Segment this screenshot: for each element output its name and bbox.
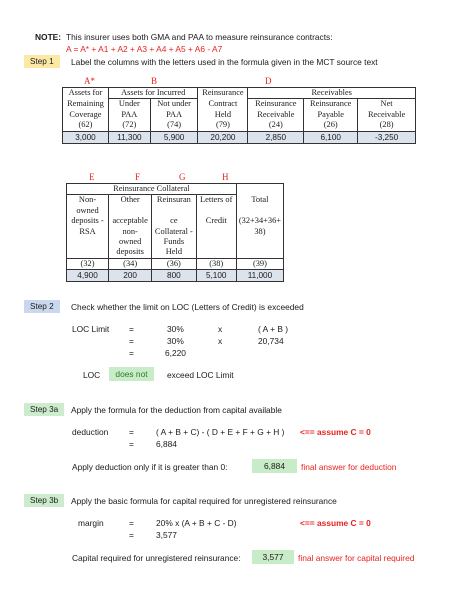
group-receivables: Receivables xyxy=(248,88,416,99)
assume-c-zero: <== assume C = 0 xyxy=(300,518,371,528)
letter-d: D xyxy=(265,76,272,86)
times-sign: x xyxy=(218,336,223,346)
deduction-result: 6,884 xyxy=(156,439,177,449)
col-total-l4 xyxy=(236,237,283,247)
step-2-label: Step 2 xyxy=(24,300,60,313)
code-38: (38) xyxy=(196,258,236,269)
value-39: 11,000 xyxy=(236,270,283,282)
col-net-receivable-l1: Net xyxy=(358,99,416,110)
note-text: This insurer uses both GMA and PAA to measure reinsurance contracts: xyxy=(66,32,333,42)
eq-sign: = xyxy=(129,324,134,334)
col-reins-receivable-l2: Receivable xyxy=(248,110,304,120)
col-net-receivable-l2: Receivable xyxy=(358,110,416,120)
step-1-label: Step 1 xyxy=(24,55,60,68)
value-72: 11,300 xyxy=(108,131,150,143)
col-total-l0 xyxy=(236,184,283,195)
margin-formula: 20% x (A + B + C - D) xyxy=(156,518,237,528)
step-3a-text: Apply the formula for the deduction from capital available xyxy=(71,405,282,415)
margin-label: margin xyxy=(78,518,104,528)
group-assets-incurred: Assets for Incurred xyxy=(108,88,198,99)
code-39: (39) xyxy=(236,258,283,269)
step-3a-label: Step 3a xyxy=(24,403,64,416)
code-24: (24) xyxy=(248,120,304,131)
letter-b: B xyxy=(151,76,158,86)
col-not-under-paa-l1: Not under xyxy=(150,99,198,110)
loc-pct-2: 30% xyxy=(167,336,184,346)
step-2-text: Check whether the limit on LOC (Letters of Credit) is exceeded xyxy=(71,302,304,312)
eq-sign: = xyxy=(129,518,134,528)
col-not-under-paa-l2: PAA xyxy=(150,110,198,120)
col-total-l3: 38) xyxy=(236,227,283,237)
code-28: (28) xyxy=(358,120,416,131)
letter-g: G xyxy=(179,172,186,182)
col-other-acceptable-l1: Other xyxy=(109,195,152,216)
col-funds-held-l1: Reinsuran xyxy=(152,195,196,216)
col-letters-credit-l4 xyxy=(196,237,236,247)
col-under-paa-l1: Under xyxy=(108,99,150,110)
value-32: 4,900 xyxy=(67,270,109,282)
loc-limit-label: LOC Limit xyxy=(72,324,110,334)
col-contract-held-l1: Reinsurance xyxy=(198,88,248,99)
deduction-final-text: final answer for deduction xyxy=(301,462,397,472)
col-letters-credit-l3 xyxy=(196,227,236,237)
loc-amount: 20,734 xyxy=(258,336,284,346)
loc-limit-result: 6,220 xyxy=(165,348,186,358)
times-sign: x xyxy=(218,324,223,334)
col-non-owned-l5 xyxy=(67,247,109,258)
deduction-final-value: 6,884 xyxy=(252,459,297,473)
col-other-acceptable-l3: non- xyxy=(109,227,152,237)
deduction-formula: ( A + B + C) - ( D + E + F + G + H ) xyxy=(156,427,285,437)
apply-deduction-text: Apply deduction only if it is greater than 0: xyxy=(72,462,228,472)
assume-c-zero: <== assume C = 0 xyxy=(300,427,371,437)
col-funds-held-l2: ce xyxy=(152,216,196,226)
col-funds-held-l3: Collateral - xyxy=(152,227,196,237)
eq-sign: = xyxy=(129,439,134,449)
capital-final-text: final answer for capital required xyxy=(298,553,415,563)
col-total-l5 xyxy=(236,247,283,258)
exceed-text: exceed LOC Limit xyxy=(167,370,234,380)
eq-sign: = xyxy=(129,336,134,346)
col-contract-held-l2: Contract xyxy=(198,99,248,110)
col-total-l1: Total xyxy=(236,195,283,216)
col-other-acceptable-l5: deposits xyxy=(109,247,152,258)
value-34: 200 xyxy=(109,270,152,282)
note-formula: A = A* + A1 + A2 + A3 + A4 + A5 + A6 - A7 xyxy=(66,44,223,54)
col-letters-credit-l1: Letters of xyxy=(196,195,236,216)
code-36: (36) xyxy=(152,258,196,269)
col-funds-held-l5: Held xyxy=(152,247,196,258)
value-26: 6,100 xyxy=(304,131,358,143)
value-28: -3,250 xyxy=(358,131,416,143)
loc-pct-1: 30% xyxy=(167,324,184,334)
eq-sign: = xyxy=(129,530,134,540)
eq-sign: = xyxy=(129,348,134,358)
col-assets-remaining-l3: Coverage xyxy=(63,110,109,120)
deduction-label: deduction xyxy=(72,427,109,437)
col-letters-credit-l5 xyxy=(196,247,236,258)
capital-final-value: 3,577 xyxy=(252,550,294,564)
margin-result: 3,577 xyxy=(156,530,177,540)
code-72: (72) xyxy=(108,120,150,131)
step-1-text: Label the columns with the letters used in the formula given in the MCT source text xyxy=(71,57,378,67)
col-other-acceptable-l2: acceptable xyxy=(109,216,152,226)
col-letters-credit-l2: Credit xyxy=(196,216,236,226)
assets-table xyxy=(62,87,416,144)
eq-sign: = xyxy=(129,427,134,437)
col-non-owned-l1: Non-owned xyxy=(67,195,109,216)
does-not-badge: does not xyxy=(109,367,154,381)
col-total-l2: (32+34+36+ xyxy=(236,216,283,226)
col-assets-remaining-l1: Assets for xyxy=(63,88,109,99)
value-79: 20,200 xyxy=(198,131,248,143)
letter-h: H xyxy=(222,172,229,182)
loc-label: LOC xyxy=(83,370,101,380)
code-79: (79) xyxy=(198,120,248,131)
note-label: NOTE: xyxy=(35,32,62,42)
code-74: (74) xyxy=(150,120,198,131)
col-non-owned-l4 xyxy=(67,237,109,247)
loc-expr: ( A + B ) xyxy=(258,324,289,334)
code-62: (62) xyxy=(63,120,109,131)
col-funds-held-l4: Funds xyxy=(152,237,196,247)
letter-e: E xyxy=(89,172,95,182)
col-assets-remaining-l2: Remaining xyxy=(63,99,109,110)
value-74: 5,900 xyxy=(150,131,198,143)
letter-a-star: A* xyxy=(84,76,95,86)
col-under-paa-l2: PAA xyxy=(108,110,150,120)
letter-f: F xyxy=(135,172,141,182)
col-reins-payable-l2: Payable xyxy=(304,110,358,120)
group-reinsurance-collateral: Reinsurance Collateral xyxy=(67,184,237,195)
value-62: 3,000 xyxy=(63,131,109,143)
col-contract-held-l3: Held xyxy=(198,110,248,120)
col-non-owned-l2: deposits - xyxy=(67,216,109,226)
code-26: (26) xyxy=(304,120,358,131)
col-reins-receivable-l1: Reinsurance xyxy=(248,99,304,110)
step-3b-label: Step 3b xyxy=(24,494,64,507)
capital-required-text: Capital required for unregistered reinsurance: xyxy=(72,553,241,563)
code-32: (32) xyxy=(67,258,109,269)
value-36: 800 xyxy=(152,270,196,282)
value-24: 2,850 xyxy=(248,131,304,143)
value-38: 5,100 xyxy=(196,270,236,282)
col-non-owned-l3: RSA xyxy=(67,227,109,237)
col-reins-payable-l1: Reinsurance xyxy=(304,99,358,110)
step-3b-text: Apply the basic formula for capital required for unregistered reinsurance xyxy=(71,496,337,506)
col-other-acceptable-l4: owned xyxy=(109,237,152,247)
collateral-table xyxy=(66,183,284,282)
code-34: (34) xyxy=(109,258,152,269)
